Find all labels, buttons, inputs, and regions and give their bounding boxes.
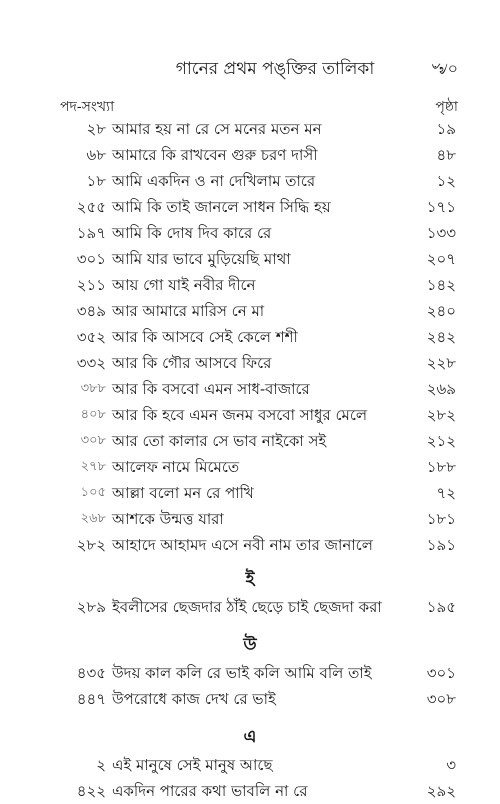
song-number: ২১১	[76, 276, 106, 294]
page-reference: ২০৭	[426, 250, 456, 268]
first-line-text: আমি কি তাই জানলে সাধন সিদ্ধি হয়	[112, 198, 331, 216]
index-row	[0, 220, 500, 246]
first-line-text: আর কি আসবে সেই কেলে শশী	[112, 328, 298, 346]
page-reference: ১৩৩	[426, 224, 456, 242]
page-reference: ২৯২	[426, 782, 456, 800]
song-number: ৬৮	[86, 146, 106, 164]
song-number: ৪০৮	[80, 407, 106, 422]
song-number: ২৮	[86, 120, 106, 138]
first-line-text: আয় গো যাই নবীর দীনে	[112, 276, 256, 294]
index-row	[0, 246, 500, 272]
song-number: ১৯৭	[76, 224, 106, 242]
song-number: ৪৪৭	[76, 690, 106, 708]
song-number: ৩০৮	[80, 433, 106, 448]
song-number: ৪৩৫	[76, 664, 106, 682]
page-reference: ১৯১	[426, 536, 456, 554]
column-header-song-number: পদ-সংখ্যা	[60, 99, 115, 115]
song-number: ৩৫২	[76, 328, 106, 346]
first-line-text: উপরোধে কাজ দেখ রে ভাই	[112, 690, 276, 708]
page-reference: ২২৮	[426, 354, 456, 372]
index-row	[0, 532, 500, 558]
first-line-text: উদয় কাল কলি রে ভাই কলি আমি বলি তাই	[112, 664, 372, 682]
page-title: গানের প্রথম পঙ্‌ক্তির তালিকা	[175, 59, 375, 79]
page-reference: ২৬৯	[426, 380, 456, 398]
page-reference: ১৯	[436, 120, 456, 138]
song-number: ১৮	[86, 172, 106, 190]
section-letter: ই	[245, 569, 255, 589]
page-reference: ৩	[446, 756, 456, 774]
page-reference: ৩০১	[426, 664, 456, 682]
first-line-text: একদিন পারের কথা ভাবলি না রে	[112, 782, 308, 800]
first-line-text: আর কি বসবো এমন সাধ-বাজারে	[112, 380, 310, 398]
song-number: ২৭৮	[80, 459, 106, 474]
index-row	[0, 778, 500, 804]
section-letter: উ	[243, 635, 257, 655]
first-line-text: ইবলীসের ছেজদার ঠাঁই ছেড়ে চাই ছেজদা করা	[112, 598, 382, 616]
page-reference: ১৪২	[426, 276, 456, 294]
page-reference: ৩০৮	[426, 690, 456, 708]
first-line-text: আমার হয় না রে সে মনের মতন মন	[112, 120, 322, 138]
song-number: ২৬৮	[80, 511, 106, 526]
index-row	[0, 454, 500, 480]
index-row	[0, 506, 500, 532]
index-row	[0, 324, 500, 350]
song-number: ৩৩২	[76, 354, 106, 372]
index-row	[0, 142, 500, 168]
first-line-text: আশকে উন্মত্ত যারা	[112, 510, 224, 528]
first-line-text: আলেফ নামে মিমেতে	[112, 458, 240, 476]
index-row	[0, 402, 500, 428]
index-row	[0, 376, 500, 402]
first-line-text: আমি একদিন ও না দেখিলাম তারে	[112, 172, 316, 190]
first-line-text: আল্লা বলো মন রে পাখি	[112, 484, 254, 502]
page-reference: ১৯৫	[426, 598, 456, 616]
song-number: ২	[96, 756, 106, 774]
page-number: ৺৶০	[429, 59, 458, 78]
index-row	[0, 194, 500, 220]
first-line-text: আমি কি দোষ দিব কারে রে	[112, 224, 272, 242]
page-reference: ১২	[436, 172, 456, 190]
first-line-text: আর কি হবে এমন জনম বসবো সাধুর মেলে	[112, 406, 368, 424]
index-row	[0, 272, 500, 298]
song-number: ২৫৫	[76, 198, 106, 216]
song-number: ৩৪৯	[76, 302, 106, 320]
song-number: ২৮৯	[76, 598, 106, 616]
page-reference: ৪৮	[436, 146, 456, 164]
index-row	[0, 480, 500, 506]
first-line-text: আর কি গৌর আসবে ফিরে	[112, 354, 272, 372]
page-reference: ২৪০	[426, 302, 456, 320]
first-line-text: আর তো কালার সে ভাব নাইকো সই	[112, 432, 327, 450]
column-header-page: পৃষ্ঠা	[435, 99, 458, 115]
first-line-text: আর আমারে মারিস নে মা	[112, 302, 265, 320]
index-row	[0, 752, 500, 778]
song-number: ২৮২	[76, 536, 106, 554]
song-number: ৩০১	[76, 250, 106, 268]
page-reference: ১৮৮	[426, 458, 456, 476]
index-row	[0, 594, 500, 620]
index-row	[0, 168, 500, 194]
page-reference: ৭২	[436, 484, 456, 502]
index-row	[0, 350, 500, 376]
first-line-text: এই মানুষে সেই মানুষ আছে	[112, 756, 273, 774]
index-row	[0, 428, 500, 454]
index-row	[0, 660, 500, 686]
first-line-text: আমি যার ভাবে মুড়িয়েছি মাথা	[112, 250, 291, 268]
section-letter: এ	[243, 727, 257, 747]
page-reference: ১৭১	[426, 198, 456, 216]
page-reference: ২৪২	[426, 328, 456, 346]
first-line-text: আহাদে আহামদ এসে নবী নাম তার জানালে	[112, 536, 373, 554]
song-number: ৪২২	[76, 782, 106, 800]
first-line-text: আমারে কি রাখবেন গুরু চরণ দাসী	[112, 146, 318, 164]
page-reference: ২১২	[426, 432, 456, 450]
song-number: ১০৫	[80, 485, 106, 500]
index-row	[0, 686, 500, 712]
page-reference: ১৮১	[426, 510, 456, 528]
song-number: ৩৮৮	[80, 381, 106, 396]
page-reference: ২৮২	[426, 406, 456, 424]
index-row	[0, 298, 500, 324]
index-row	[0, 116, 500, 142]
